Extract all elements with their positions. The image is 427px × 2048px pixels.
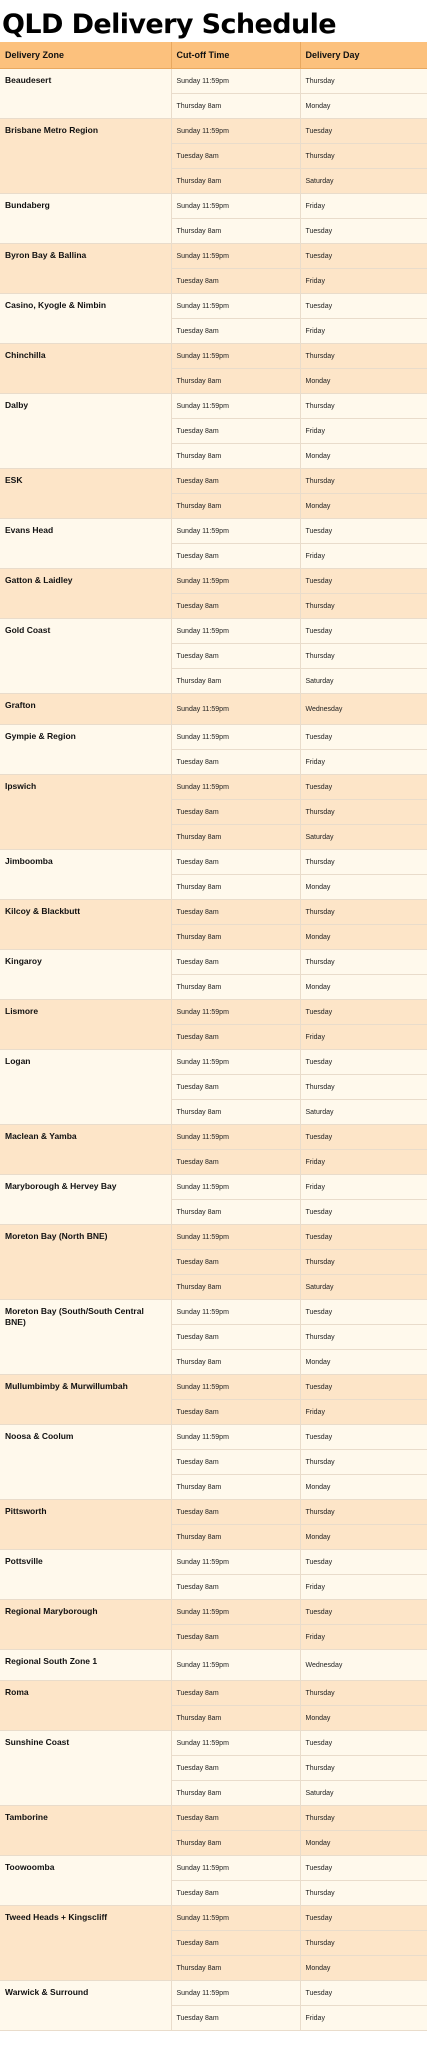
table-row (0, 1806, 427, 1831)
cutoff-time: Thursday 8am (171, 1831, 300, 1856)
zone-name: Moreton Bay (North BNE) (0, 1225, 171, 1300)
table-row (0, 1650, 427, 1681)
zone-name: Gympie & Region (0, 725, 171, 775)
zone-name: Toowoomba (0, 1856, 171, 1906)
table-row (0, 950, 427, 975)
zone-name: Sunshine Coast (0, 1731, 171, 1806)
table-row (0, 1731, 427, 1756)
cutoff-time: Thursday 8am (171, 1706, 300, 1731)
zone-name: Beaudesert (0, 69, 171, 119)
delivery-day: Saturday (300, 1781, 427, 1806)
table-row (0, 900, 427, 925)
cutoff-time: Sunday 11:59pm (171, 619, 300, 644)
table-row (0, 244, 427, 269)
cutoff-time: Tuesday 8am (171, 850, 300, 875)
cutoff-time: Tuesday 8am (171, 1325, 300, 1350)
zone-name: Regional Maryborough (0, 1600, 171, 1650)
cutoff-time: Sunday 11:59pm (171, 1731, 300, 1756)
cutoff-time: Tuesday 8am (171, 644, 300, 669)
table-row (0, 1375, 427, 1400)
delivery-day: Thursday (300, 1075, 427, 1100)
cutoff-time: Tuesday 8am (171, 544, 300, 569)
delivery-day: Monday (300, 1350, 427, 1375)
delivery-day: Tuesday (300, 219, 427, 244)
cutoff-time: Thursday 8am (171, 925, 300, 950)
cutoff-time: Tuesday 8am (171, 1075, 300, 1100)
cutoff-time: Thursday 8am (171, 1525, 300, 1550)
delivery-day: Thursday (300, 1881, 427, 1906)
zone-name: Noosa & Coolum (0, 1425, 171, 1500)
delivery-day: Tuesday (300, 725, 427, 750)
delivery-day: Tuesday (300, 1425, 427, 1450)
delivery-day: Friday (300, 269, 427, 294)
delivery-day: Tuesday (300, 1000, 427, 1025)
cutoff-time: Thursday 8am (171, 1200, 300, 1225)
delivery-day: Thursday (300, 1250, 427, 1275)
zone-name: Tamborine (0, 1806, 171, 1856)
delivery-day: Friday (300, 319, 427, 344)
delivery-day: Tuesday (300, 519, 427, 544)
delivery-schedule-table (0, 42, 427, 2031)
zone-name: Grafton (0, 694, 171, 725)
cutoff-time: Sunday 11:59pm (171, 119, 300, 144)
delivery-day: Friday (300, 2006, 427, 2031)
table-row (0, 194, 427, 219)
delivery-day: Thursday (300, 644, 427, 669)
table-row (0, 775, 427, 800)
delivery-day: Monday (300, 369, 427, 394)
cutoff-time: Thursday 8am (171, 1781, 300, 1806)
zone-name: Tweed Heads + Kingscliff (0, 1906, 171, 1981)
table-row (0, 725, 427, 750)
cutoff-time: Thursday 8am (171, 825, 300, 850)
schedule-body (0, 69, 427, 2031)
cutoff-time: Sunday 11:59pm (171, 344, 300, 369)
cutoff-time: Sunday 11:59pm (171, 569, 300, 594)
cutoff-time: Tuesday 8am (171, 594, 300, 619)
table-row (0, 694, 427, 725)
delivery-day: Thursday (300, 344, 427, 369)
delivery-day: Thursday (300, 1806, 427, 1831)
cutoff-time: Sunday 11:59pm (171, 519, 300, 544)
delivery-day: Tuesday (300, 294, 427, 319)
delivery-day: Tuesday (300, 1375, 427, 1400)
cutoff-time: Tuesday 8am (171, 1931, 300, 1956)
delivery-day: Saturday (300, 825, 427, 850)
table-row (0, 1981, 427, 2006)
zone-name: Chinchilla (0, 344, 171, 394)
cutoff-time: Sunday 11:59pm (171, 294, 300, 319)
cutoff-time: Sunday 11:59pm (171, 1225, 300, 1250)
delivery-day: Thursday (300, 594, 427, 619)
cutoff-time: Sunday 11:59pm (171, 1425, 300, 1450)
delivery-day: Thursday (300, 800, 427, 825)
page-title: QLD Delivery Schedule (2, 9, 336, 40)
delivery-day: Monday (300, 1956, 427, 1981)
cutoff-time: Thursday 8am (171, 494, 300, 519)
delivery-day: Wednesday (300, 1650, 427, 1681)
delivery-day: Thursday (300, 1756, 427, 1781)
zone-name: Evans Head (0, 519, 171, 569)
table-row (0, 619, 427, 644)
delivery-day: Thursday (300, 950, 427, 975)
delivery-day: Friday (300, 1025, 427, 1050)
cutoff-time: Thursday 8am (171, 94, 300, 119)
delivery-day: Saturday (300, 1100, 427, 1125)
cutoff-time: Tuesday 8am (171, 1625, 300, 1650)
table-row (0, 1600, 427, 1625)
zone-name: Bundaberg (0, 194, 171, 244)
table-row (0, 1125, 427, 1150)
header-cutoff-time: Cut-off Time (171, 42, 300, 69)
cutoff-time: Sunday 11:59pm (171, 1600, 300, 1625)
cutoff-time: Tuesday 8am (171, 750, 300, 775)
delivery-day: Thursday (300, 1500, 427, 1525)
cutoff-time: Sunday 11:59pm (171, 1175, 300, 1200)
delivery-day: Saturday (300, 169, 427, 194)
zone-name: Mullumbimby & Murwillumbah (0, 1375, 171, 1425)
delivery-day: Tuesday (300, 1981, 427, 2006)
cutoff-time: Sunday 11:59pm (171, 1650, 300, 1681)
table-row (0, 1050, 427, 1075)
delivery-day: Friday (300, 1150, 427, 1175)
table-row (0, 1550, 427, 1575)
table-row (0, 69, 427, 94)
delivery-day: Saturday (300, 669, 427, 694)
delivery-day: Friday (300, 1400, 427, 1425)
delivery-day: Monday (300, 1831, 427, 1856)
cutoff-time: Sunday 11:59pm (171, 394, 300, 419)
delivery-day: Thursday (300, 1450, 427, 1475)
header-delivery-zone: Delivery Zone (0, 42, 171, 69)
zone-name: Regional South Zone 1 (0, 1650, 171, 1681)
cutoff-time: Sunday 11:59pm (171, 775, 300, 800)
zone-name: Logan (0, 1050, 171, 1125)
delivery-day: Thursday (300, 1325, 427, 1350)
delivery-day: Thursday (300, 469, 427, 494)
delivery-day: Tuesday (300, 775, 427, 800)
delivery-day: Thursday (300, 1931, 427, 1956)
delivery-day: Tuesday (300, 1050, 427, 1075)
cutoff-time: Tuesday 8am (171, 1756, 300, 1781)
delivery-day: Friday (300, 1175, 427, 1200)
delivery-day: Tuesday (300, 119, 427, 144)
zone-name: Gatton & Laidley (0, 569, 171, 619)
cutoff-time: Tuesday 8am (171, 469, 300, 494)
cutoff-time: Tuesday 8am (171, 1881, 300, 1906)
cutoff-time: Tuesday 8am (171, 1681, 300, 1706)
table-row (0, 1681, 427, 1706)
delivery-day: Monday (300, 1706, 427, 1731)
cutoff-time: Thursday 8am (171, 369, 300, 394)
delivery-day: Saturday (300, 1275, 427, 1300)
delivery-day: Friday (300, 194, 427, 219)
cutoff-time: Sunday 11:59pm (171, 194, 300, 219)
delivery-day: Monday (300, 925, 427, 950)
cutoff-time: Tuesday 8am (171, 900, 300, 925)
cutoff-time: Tuesday 8am (171, 419, 300, 444)
delivery-day: Tuesday (300, 1225, 427, 1250)
table-row (0, 1300, 427, 1325)
cutoff-time: Thursday 8am (171, 1100, 300, 1125)
zone-name: Roma (0, 1681, 171, 1731)
cutoff-time: Tuesday 8am (171, 1450, 300, 1475)
table-row (0, 1175, 427, 1200)
cutoff-time: Thursday 8am (171, 975, 300, 1000)
zone-name: Kingaroy (0, 950, 171, 1000)
zone-name: Gold Coast (0, 619, 171, 694)
table-row (0, 394, 427, 419)
delivery-day: Monday (300, 1475, 427, 1500)
delivery-day: Monday (300, 494, 427, 519)
cutoff-time: Tuesday 8am (171, 800, 300, 825)
table-row (0, 119, 427, 144)
zone-name: Ipswich (0, 775, 171, 850)
cutoff-time: Thursday 8am (171, 875, 300, 900)
cutoff-time: Thursday 8am (171, 1350, 300, 1375)
delivery-day: Monday (300, 975, 427, 1000)
cutoff-time: Sunday 11:59pm (171, 1125, 300, 1150)
table-row (0, 1856, 427, 1881)
table-row (0, 850, 427, 875)
zone-name: Maryborough & Hervey Bay (0, 1175, 171, 1225)
cutoff-time: Sunday 11:59pm (171, 69, 300, 94)
cutoff-time: Tuesday 8am (171, 1806, 300, 1831)
zone-name: Jimboomba (0, 850, 171, 900)
table-row (0, 569, 427, 594)
delivery-day: Tuesday (300, 244, 427, 269)
delivery-day: Thursday (300, 69, 427, 94)
cutoff-time: Thursday 8am (171, 669, 300, 694)
cutoff-time: Sunday 11:59pm (171, 694, 300, 725)
zone-name: Casino, Kyogle & Nimbin (0, 294, 171, 344)
delivery-day: Tuesday (300, 1300, 427, 1325)
delivery-day: Monday (300, 444, 427, 469)
table-row (0, 344, 427, 369)
cutoff-time: Sunday 11:59pm (171, 1050, 300, 1075)
delivery-day: Thursday (300, 144, 427, 169)
delivery-day: Thursday (300, 850, 427, 875)
cutoff-time: Thursday 8am (171, 219, 300, 244)
cutoff-time: Sunday 11:59pm (171, 1550, 300, 1575)
zone-name: ESK (0, 469, 171, 519)
cutoff-time: Thursday 8am (171, 1275, 300, 1300)
delivery-day: Tuesday (300, 569, 427, 594)
header-delivery-day: Delivery Day (300, 42, 427, 69)
zone-name: Byron Bay & Ballina (0, 244, 171, 294)
delivery-day: Thursday (300, 394, 427, 419)
delivery-day: Tuesday (300, 1906, 427, 1931)
cutoff-time: Sunday 11:59pm (171, 725, 300, 750)
cutoff-time: Tuesday 8am (171, 1500, 300, 1525)
delivery-day: Friday (300, 544, 427, 569)
zone-name: Dalby (0, 394, 171, 469)
zone-name: Pittsworth (0, 1500, 171, 1550)
zone-name: Warwick & Surround (0, 1981, 171, 2031)
delivery-day: Tuesday (300, 1731, 427, 1756)
cutoff-time: Thursday 8am (171, 1956, 300, 1981)
cutoff-time: Tuesday 8am (171, 319, 300, 344)
delivery-day: Wednesday (300, 694, 427, 725)
table-row (0, 519, 427, 544)
cutoff-time: Tuesday 8am (171, 269, 300, 294)
delivery-day: Thursday (300, 900, 427, 925)
cutoff-time: Sunday 11:59pm (171, 1375, 300, 1400)
delivery-day: Monday (300, 1525, 427, 1550)
delivery-day: Tuesday (300, 1600, 427, 1625)
cutoff-time: Sunday 11:59pm (171, 244, 300, 269)
zone-name: Maclean & Yamba (0, 1125, 171, 1175)
cutoff-time: Sunday 11:59pm (171, 1981, 300, 2006)
delivery-day: Tuesday (300, 1856, 427, 1881)
cutoff-time: Tuesday 8am (171, 2006, 300, 2031)
cutoff-time: Thursday 8am (171, 444, 300, 469)
table-row (0, 1425, 427, 1450)
delivery-day: Tuesday (300, 1200, 427, 1225)
delivery-day: Friday (300, 419, 427, 444)
zone-name: Lismore (0, 1000, 171, 1050)
cutoff-time: Sunday 11:59pm (171, 1000, 300, 1025)
table-row (0, 469, 427, 494)
table-row (0, 1225, 427, 1250)
cutoff-time: Thursday 8am (171, 169, 300, 194)
delivery-day: Tuesday (300, 619, 427, 644)
zone-name: Moreton Bay (South/South Central BNE) (0, 1300, 171, 1375)
zone-name: Brisbane Metro Region (0, 119, 171, 194)
cutoff-time: Sunday 11:59pm (171, 1856, 300, 1881)
cutoff-time: Sunday 11:59pm (171, 1300, 300, 1325)
cutoff-time: Thursday 8am (171, 1475, 300, 1500)
header-row (0, 42, 427, 69)
zone-name: Kilcoy & Blackbutt (0, 900, 171, 950)
cutoff-time: Tuesday 8am (171, 1150, 300, 1175)
zone-name: Pottsville (0, 1550, 171, 1600)
cutoff-time: Tuesday 8am (171, 950, 300, 975)
table-row (0, 1000, 427, 1025)
cutoff-time: Tuesday 8am (171, 1575, 300, 1600)
delivery-day: Monday (300, 94, 427, 119)
table-row (0, 1500, 427, 1525)
cutoff-time: Tuesday 8am (171, 144, 300, 169)
delivery-day: Tuesday (300, 1550, 427, 1575)
delivery-day: Thursday (300, 1681, 427, 1706)
cutoff-time: Sunday 11:59pm (171, 1906, 300, 1931)
cutoff-time: Tuesday 8am (171, 1025, 300, 1050)
delivery-day: Friday (300, 750, 427, 775)
delivery-day: Friday (300, 1625, 427, 1650)
cutoff-time: Tuesday 8am (171, 1250, 300, 1275)
table-row (0, 1906, 427, 1931)
delivery-day: Tuesday (300, 1125, 427, 1150)
delivery-day: Monday (300, 875, 427, 900)
table-row (0, 294, 427, 319)
delivery-day: Friday (300, 1575, 427, 1600)
cutoff-time: Tuesday 8am (171, 1400, 300, 1425)
